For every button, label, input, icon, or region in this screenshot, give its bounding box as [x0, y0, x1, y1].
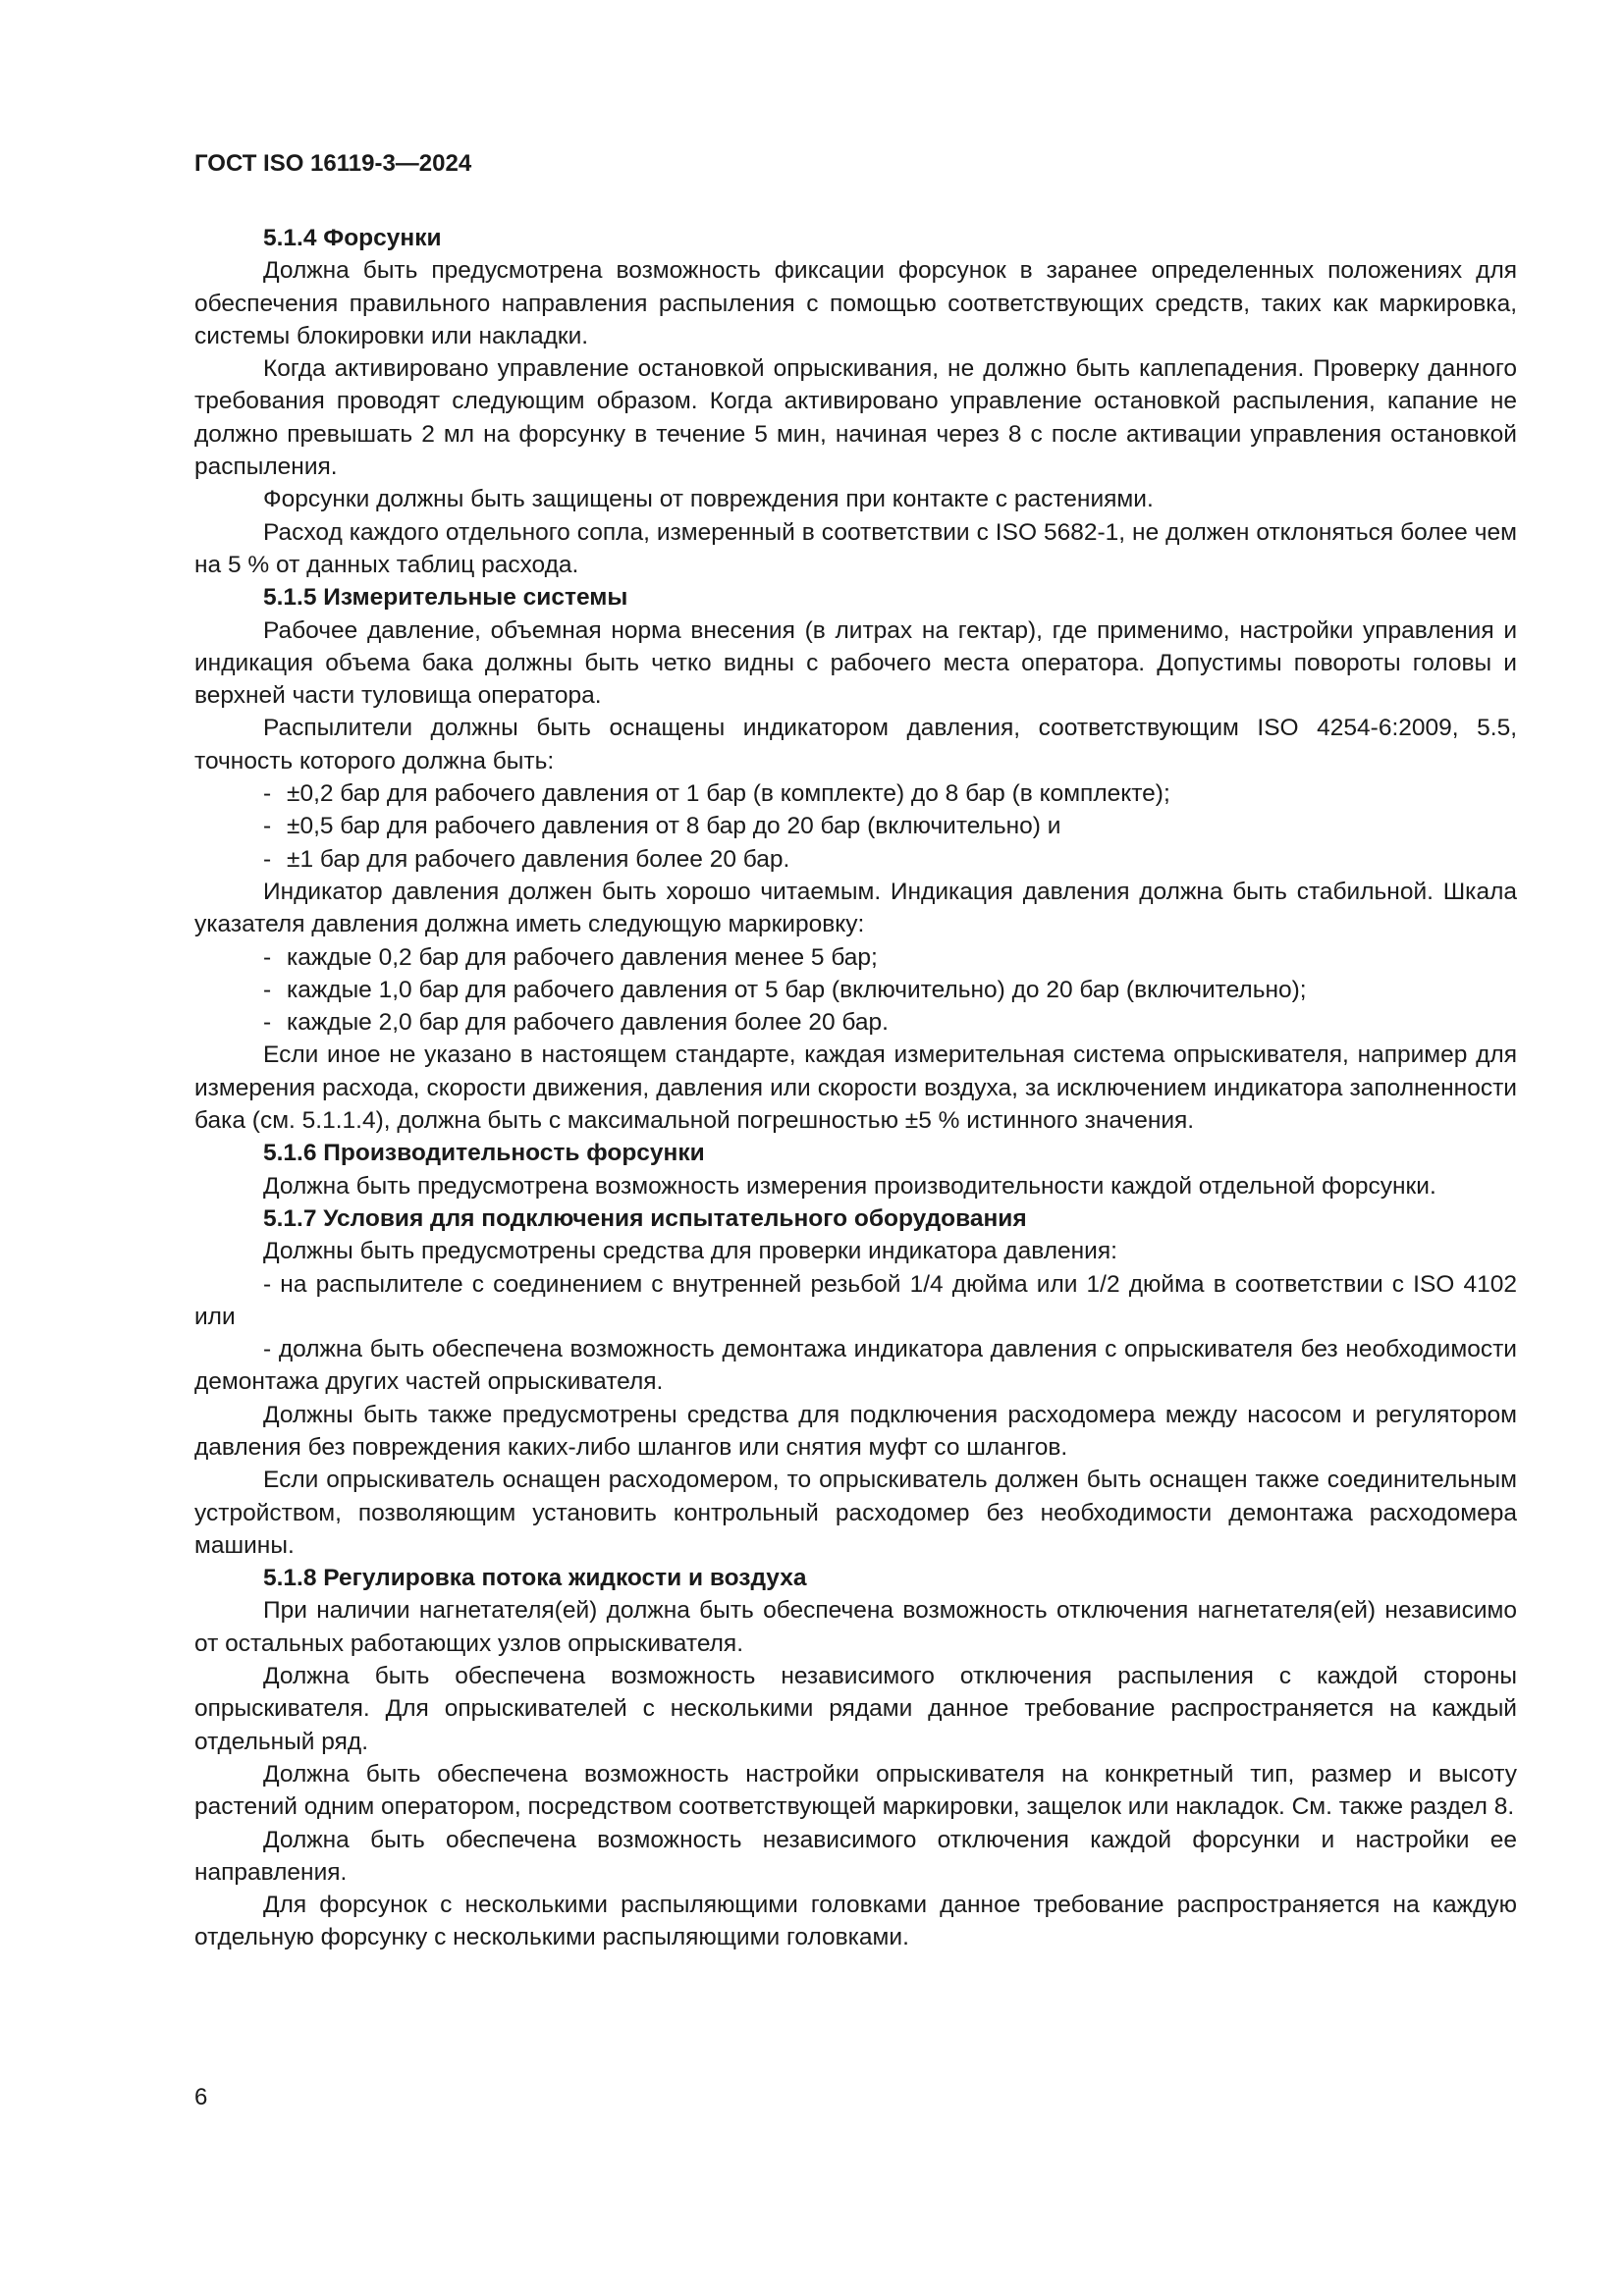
list-dash: - [263, 780, 272, 808]
list-item [194, 843, 1517, 876]
list-dash: - [263, 943, 272, 971]
list-dash: - [263, 845, 272, 873]
section-heading-5-1-8: 5.1.8 Регулировка потока жидкости и воздуха [263, 1565, 807, 1592]
document-page [194, 147, 1517, 1954]
paragraph: Должна быть предусмотрена возможность измерения производительности каждой отдельной форсунки. [263, 1172, 1436, 1200]
section-heading-5-1-6: 5.1.6 Производительность форсунки [263, 1140, 705, 1167]
paragraph: Должна быть обеспечена возможность настройки опрыскивателя на конкретный тип, размер и высоту растений одним оператором, посредством соответствующей маркировки, защелок или накладок. См. также раздел 8. [194, 1760, 1517, 1821]
paragraph: Распылители должны быть оснащены индикатором давления, соответствующим ISO 4254-6:2009, 5.5, точность которого должна быть: [194, 715, 1517, 774]
list-dash: - [263, 813, 272, 840]
paragraph: Должны быть предусмотрены средства для проверки индикатора давления: [263, 1238, 1117, 1265]
list-item [194, 810, 1517, 842]
paragraph: Если опрыскиватель оснащен расходомером, то опрыскиватель должен быть оснащен также соединительным устройством, позволяющим установить контрольный расходомер без необходимости демонтажа расходомера машины. [194, 1467, 1517, 1559]
paragraph: Расход каждого отдельного сопла, измеренный в соответствии с ISO 5682-1, не должен отклоняться более чем на 5 % от данных таблиц расхода. [194, 518, 1517, 578]
paragraph: Рабочее давление, объемная норма внесения (в литрах на гектар), где применимо, настройки управления и индикация объема бака должны быть четко видны с рабочего места оператора. Допустимы повороты головы и верхней части туловища оператора. [194, 616, 1517, 710]
paragraph: Когда активировано управление остановкой опрыскивания, не должно быть каплепадения. Проверку данного требования проводят следующим образом. Когда активировано управление остановкой распыления, капание не должно превышать 2 мл на форсунку в течение 5 мин, начиная через 8 с после активации управления остановкой распыления. [194, 355, 1517, 481]
list-item-text: ±1 бар для рабочего давления более 20 бар. [287, 845, 790, 873]
section-heading-5-1-7: 5.1.7 Условия для подключения испытательного оборудования [263, 1204, 1027, 1232]
paragraph: Для форсунок с несколькими распыляющими головками данное требование распространяется на каждую отдельную форсунку с несколькими распыляющими головками. [194, 1892, 1517, 1951]
page-number: 6 [194, 2084, 208, 2110]
paragraph: - на распылителе с соединением с внутренней резьбой 1/4 дюйма или 1/2 дюйма в соответствии с ISO 4102 или [194, 1270, 1517, 1330]
list-dash: - [263, 976, 272, 1003]
list-item [194, 941, 1517, 974]
paragraph: Должна быть обеспечена возможность независимого отключения каждой форсунки и настройки ее направления. [194, 1826, 1517, 1886]
list-item-text: ±0,2 бар для рабочего давления от 1 бар (в комплекте) до 8 бар (в комплекте); [287, 780, 1170, 808]
paragraph: При наличии нагнетателя(ей) должна быть обеспечена возможность отключения нагнетателя(ей) независимо от остальных работающих узлов опрыскивателя. [194, 1597, 1517, 1657]
paragraph: Индикатор давления должен быть хорошо читаемым. Индикация давления должна быть стабильной. Шкала указателя давления должна иметь следующую маркировку: [194, 878, 1517, 938]
section-heading-5-1-5: 5.1.5 Измерительные системы [263, 584, 628, 612]
document-code-header: ГОСТ ISO 16119-3—2024 [194, 150, 472, 177]
list-item-text: каждые 1,0 бар для рабочего давления от 5 бар (включительно) до 20 бар (включительно); [287, 976, 1307, 1003]
paragraph: Если иное не указано в настоящем стандарте, каждая измерительная система опрыскивателя, например для измерения расхода, скорости движения, давления или скорости воздуха, за исключением индикатора заполненности бака (см. 5.1.1.4), должна быть с максимальной погрешностью ±5 % истинного значения. [194, 1041, 1517, 1135]
list-item-text: ±0,5 бар для рабочего давления от 8 бар до 20 бар (включительно) и [287, 813, 1061, 840]
list-item [194, 1006, 1517, 1039]
document-body [194, 222, 1517, 1954]
paragraph: Должна быть обеспечена возможность независимого отключения распыления с каждой стороны опрыскивателя. Для опрыскивателей с несколькими рядами данное требование распространяется на каждый отдельный ряд. [194, 1663, 1517, 1755]
list-item [194, 974, 1517, 1006]
paragraph: Форсунки должны быть защищены от повреждения при контакте с растениями. [263, 486, 1154, 513]
paragraph: Должна быть предусмотрена возможность фиксации форсунок в заранее определенных положениях для обеспечения правильного направления распыления с помощью соответствующих средств, таких как маркировка, системы блокировки или накладки. [194, 257, 1517, 349]
list-dash: - [263, 1009, 272, 1037]
paragraph: - должна быть обеспечена возможность демонтажа индикатора давления с опрыскивателя без необходимости демонтажа других частей опрыскивателя. [194, 1336, 1517, 1396]
list-item-text: каждые 2,0 бар для рабочего давления более 20 бар. [287, 1009, 889, 1037]
paragraph: Должны быть также предусмотрены средства для подключения расходомера между насосом и регулятором давления без повреждения каких-либо шлангов или снятия муфт со шлангов. [194, 1401, 1517, 1461]
section-heading-5-1-4: 5.1.4 Форсунки [263, 225, 442, 251]
list-item [194, 777, 1517, 810]
list-item-text: каждые 0,2 бар для рабочего давления менее 5 бар; [287, 943, 878, 971]
